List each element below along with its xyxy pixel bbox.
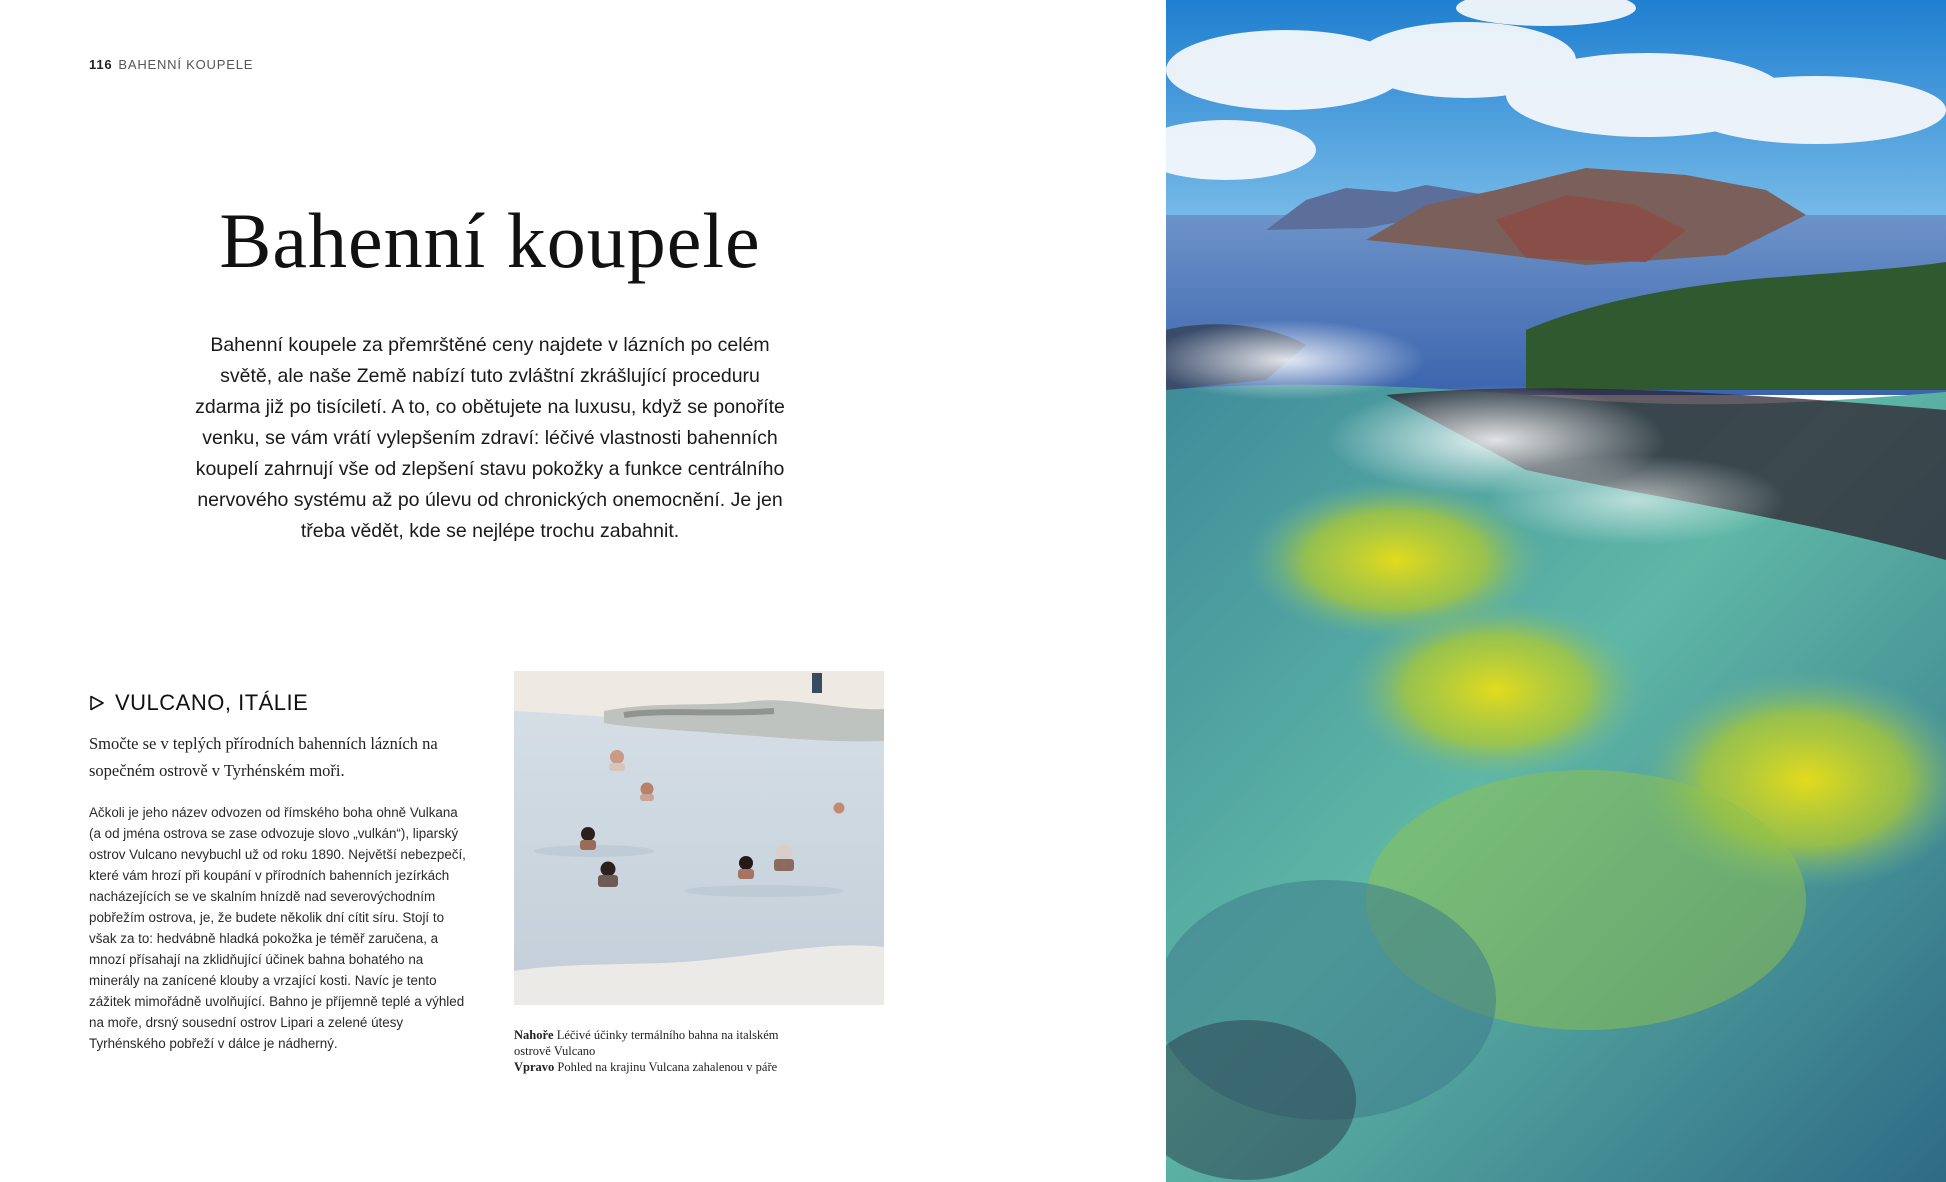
caption-right: [514, 1059, 814, 1075]
caption-right-text: Pohled na krajinu Vulcana zahalenou v páře: [557, 1060, 778, 1074]
page-number: 116: [89, 57, 113, 72]
caption-top-text: Léčivé účinky termálního bahna na italském ostrově Vulcano: [514, 1028, 779, 1058]
triangle-right-outline-icon: [89, 695, 105, 711]
section-body: Ačkoli je jeho název odvozen od římského boha ohně Vulkana (a od jména ostrova se zase odvozuje slovo „vulkán“), liparský ostrov Vulcano nevybuchl už od roku 1890. Největší nebezpečí, které vám hrozí při koupání v přírodních bahenních jezírkách nacházejících se ve skalním hnízdě nad severovýchodním pobřežím ostrova, je, že budete několik dní cítit síru. Stojí to však za to: hedvábně hladká pokožka je téměř zaručena, a mnozí přísahají na zklidňující účinek bahna bohatého na minerály na zanícené klouby a vrzající kosti. Navíc je tento zážitek mimořádně uvolňující. Bahno je příjemně teplé a výhled na moře, drsný sousední ostrov Lipari a zelené útesy Tyrhénského pobřeží v dálce je nádherný.: [89, 805, 466, 1051]
caption-top-label: Nahoře: [514, 1028, 554, 1042]
page-title: Bahenní koupele: [219, 197, 761, 284]
section-heading-text: VULCANO, ITÁLIE: [115, 690, 309, 715]
inset-photo-mud-bathers: [514, 671, 884, 1005]
right-photo-vulcano-landscape: [1166, 0, 1946, 1182]
running-header: [89, 57, 253, 72]
caption-top: [514, 1027, 814, 1059]
caption-right-label: Vpravo: [514, 1060, 555, 1074]
section-lead: Smočte se v teplých přírodních bahenních lázních na sopečném ostrově v Tyrhénském moři.: [89, 734, 438, 780]
section-heading: [89, 690, 308, 716]
running-header-section: BAHENNÍ KOUPELE: [118, 57, 254, 72]
photo-captions: [514, 1027, 814, 1075]
intro-paragraph: Bahenní koupele za přemrštěné ceny najdete v lázních po celém světě, ale naše Země nabízí tuto zvláštní zkrášlující proceduru zdarma již po tisíciletí. A to, co obětujete na luxusu, když se ponoříte venku, se vám vrátí vylepšením zdraví: léčivé vlastnosti bahenních koupelí zahrnují vše od zlepšení stavu pokožky a funkce centrálního nervového systému až po úlevu od chronických onemocnění. Je jen třeba vědět, kde se nejlépe trochu zabahnit.: [195, 334, 785, 542]
